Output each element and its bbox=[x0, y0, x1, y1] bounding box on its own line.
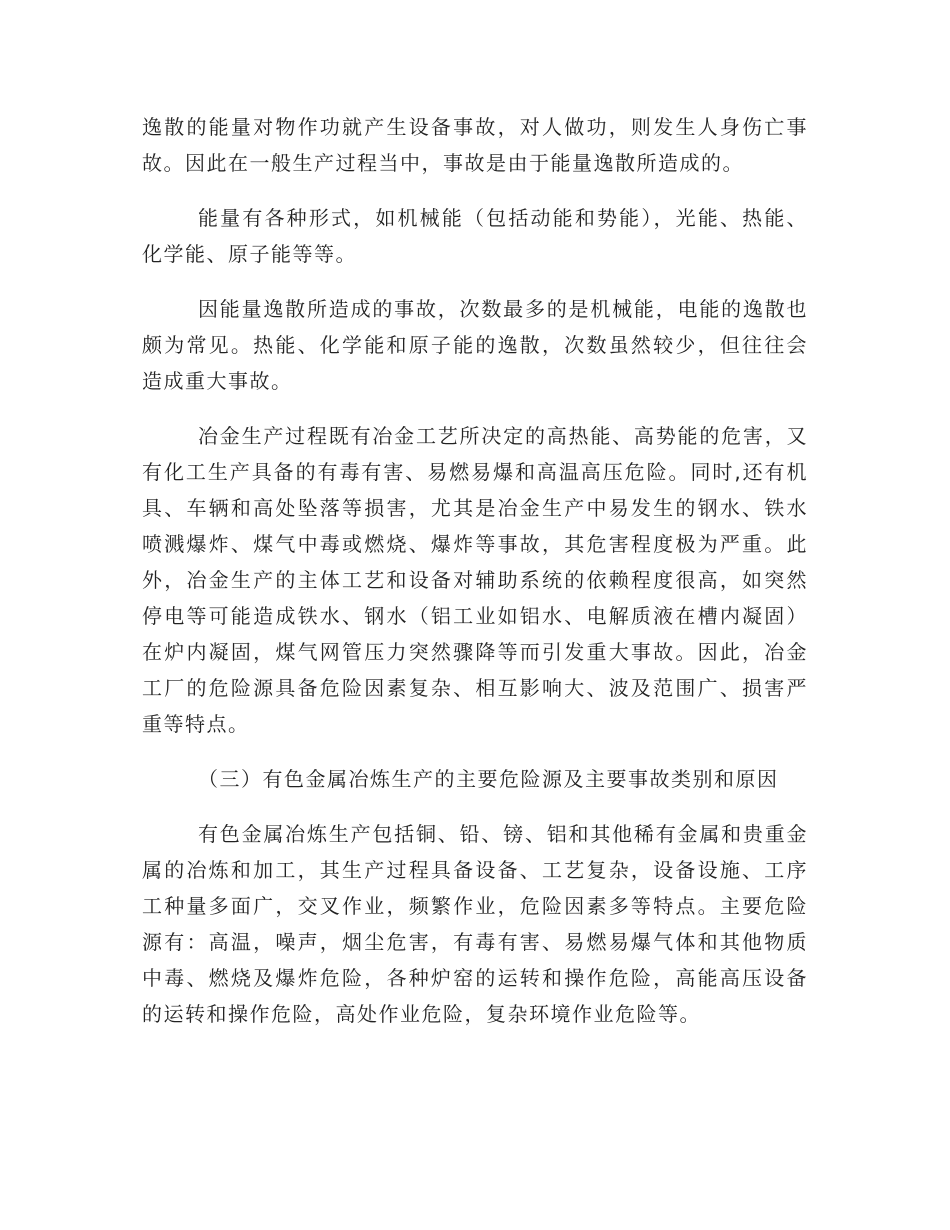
text-line: 喷溅爆炸、煤气中毒或燃烧、爆炸等事故，其危害程度极为严重。此 bbox=[142, 532, 808, 556]
text-line: 能量有各种形式，如机械能（包括动能和势能），光能、热能、 bbox=[198, 206, 808, 230]
text-line: 化学能、原子能等等。 bbox=[142, 242, 357, 266]
text-line: 故。因此在一般生产过程当中，事故是由于能量逸散所造成的。 bbox=[142, 151, 744, 175]
text-line: 逸散的能量对物作功就产生设备事故，对人做功，则发生人身伤亡事 bbox=[142, 115, 808, 139]
text-line: 外，冶金生产的主体工艺和设备对辅助系统的依赖程度很高，如突然 bbox=[142, 568, 808, 592]
text-line: 因能量逸散所造成的事故，次数最多的是机械能，电能的逸散也 bbox=[198, 297, 808, 321]
paragraph bbox=[142, 109, 808, 181]
text-line: 工种量多面广，交叉作业，频繁作业，危险因素多等特点。主要危险 bbox=[142, 894, 808, 918]
section-heading-block bbox=[142, 761, 808, 797]
text-line: 工厂的危险源具备危险因素复杂、相互影响大、波及范围广、损害严 bbox=[142, 676, 808, 700]
body-text bbox=[142, 109, 808, 1051]
paragraph bbox=[142, 816, 808, 1032]
text-line: 在炉内凝固，煤气网管压力突然骤降等而引发重大事故。因此，冶金 bbox=[142, 640, 808, 664]
text-line: 具、车辆和高处坠落等损害，尤其是冶金生产中易发生的钢水、铁水 bbox=[142, 496, 808, 520]
paragraph bbox=[142, 418, 808, 742]
text-line: 重等特点。 bbox=[142, 712, 250, 736]
text-line: 属的冶炼和加工，其生产过程具备设备、工艺复杂，设备设施、工序 bbox=[142, 858, 808, 882]
text-line: 冶金生产过程既有冶金工艺所决定的高热能、高势能的危害，又 bbox=[198, 424, 808, 448]
text-line: 有化工生产具备的有毒有害、易燃易爆和高温高压危险。同时,还有机 bbox=[142, 460, 808, 484]
paragraph bbox=[142, 200, 808, 272]
text-line: 的运转和操作危险，高处作业危险，复杂环境作业危险等。 bbox=[142, 1002, 701, 1026]
section-heading: （三）有色金属冶炼生产的主要危险源及主要事故类别和原因 bbox=[198, 767, 779, 791]
text-line: 有色金属冶炼生产包括铜、铅、镑、铝和其他稀有金属和贵重金 bbox=[198, 822, 808, 846]
text-line: 停电等可能造成铁水、钢水（铝工业如铝水、电解质液在槽内凝固） bbox=[142, 604, 808, 628]
text-line: 造成重大事故。 bbox=[142, 369, 293, 393]
text-line: 源有：高温，噪声，烟尘危害，有毒有害、易燃易爆气体和其他物质 bbox=[142, 930, 808, 954]
text-line: 中毒、燃烧及爆炸危险，各种炉窑的运转和操作危险，高能高压设备 bbox=[142, 966, 808, 990]
text-line: 颇为常见。热能、化学能和原子能的逸散，次数虽然较少，但往往会 bbox=[142, 333, 808, 357]
paragraph bbox=[142, 291, 808, 399]
